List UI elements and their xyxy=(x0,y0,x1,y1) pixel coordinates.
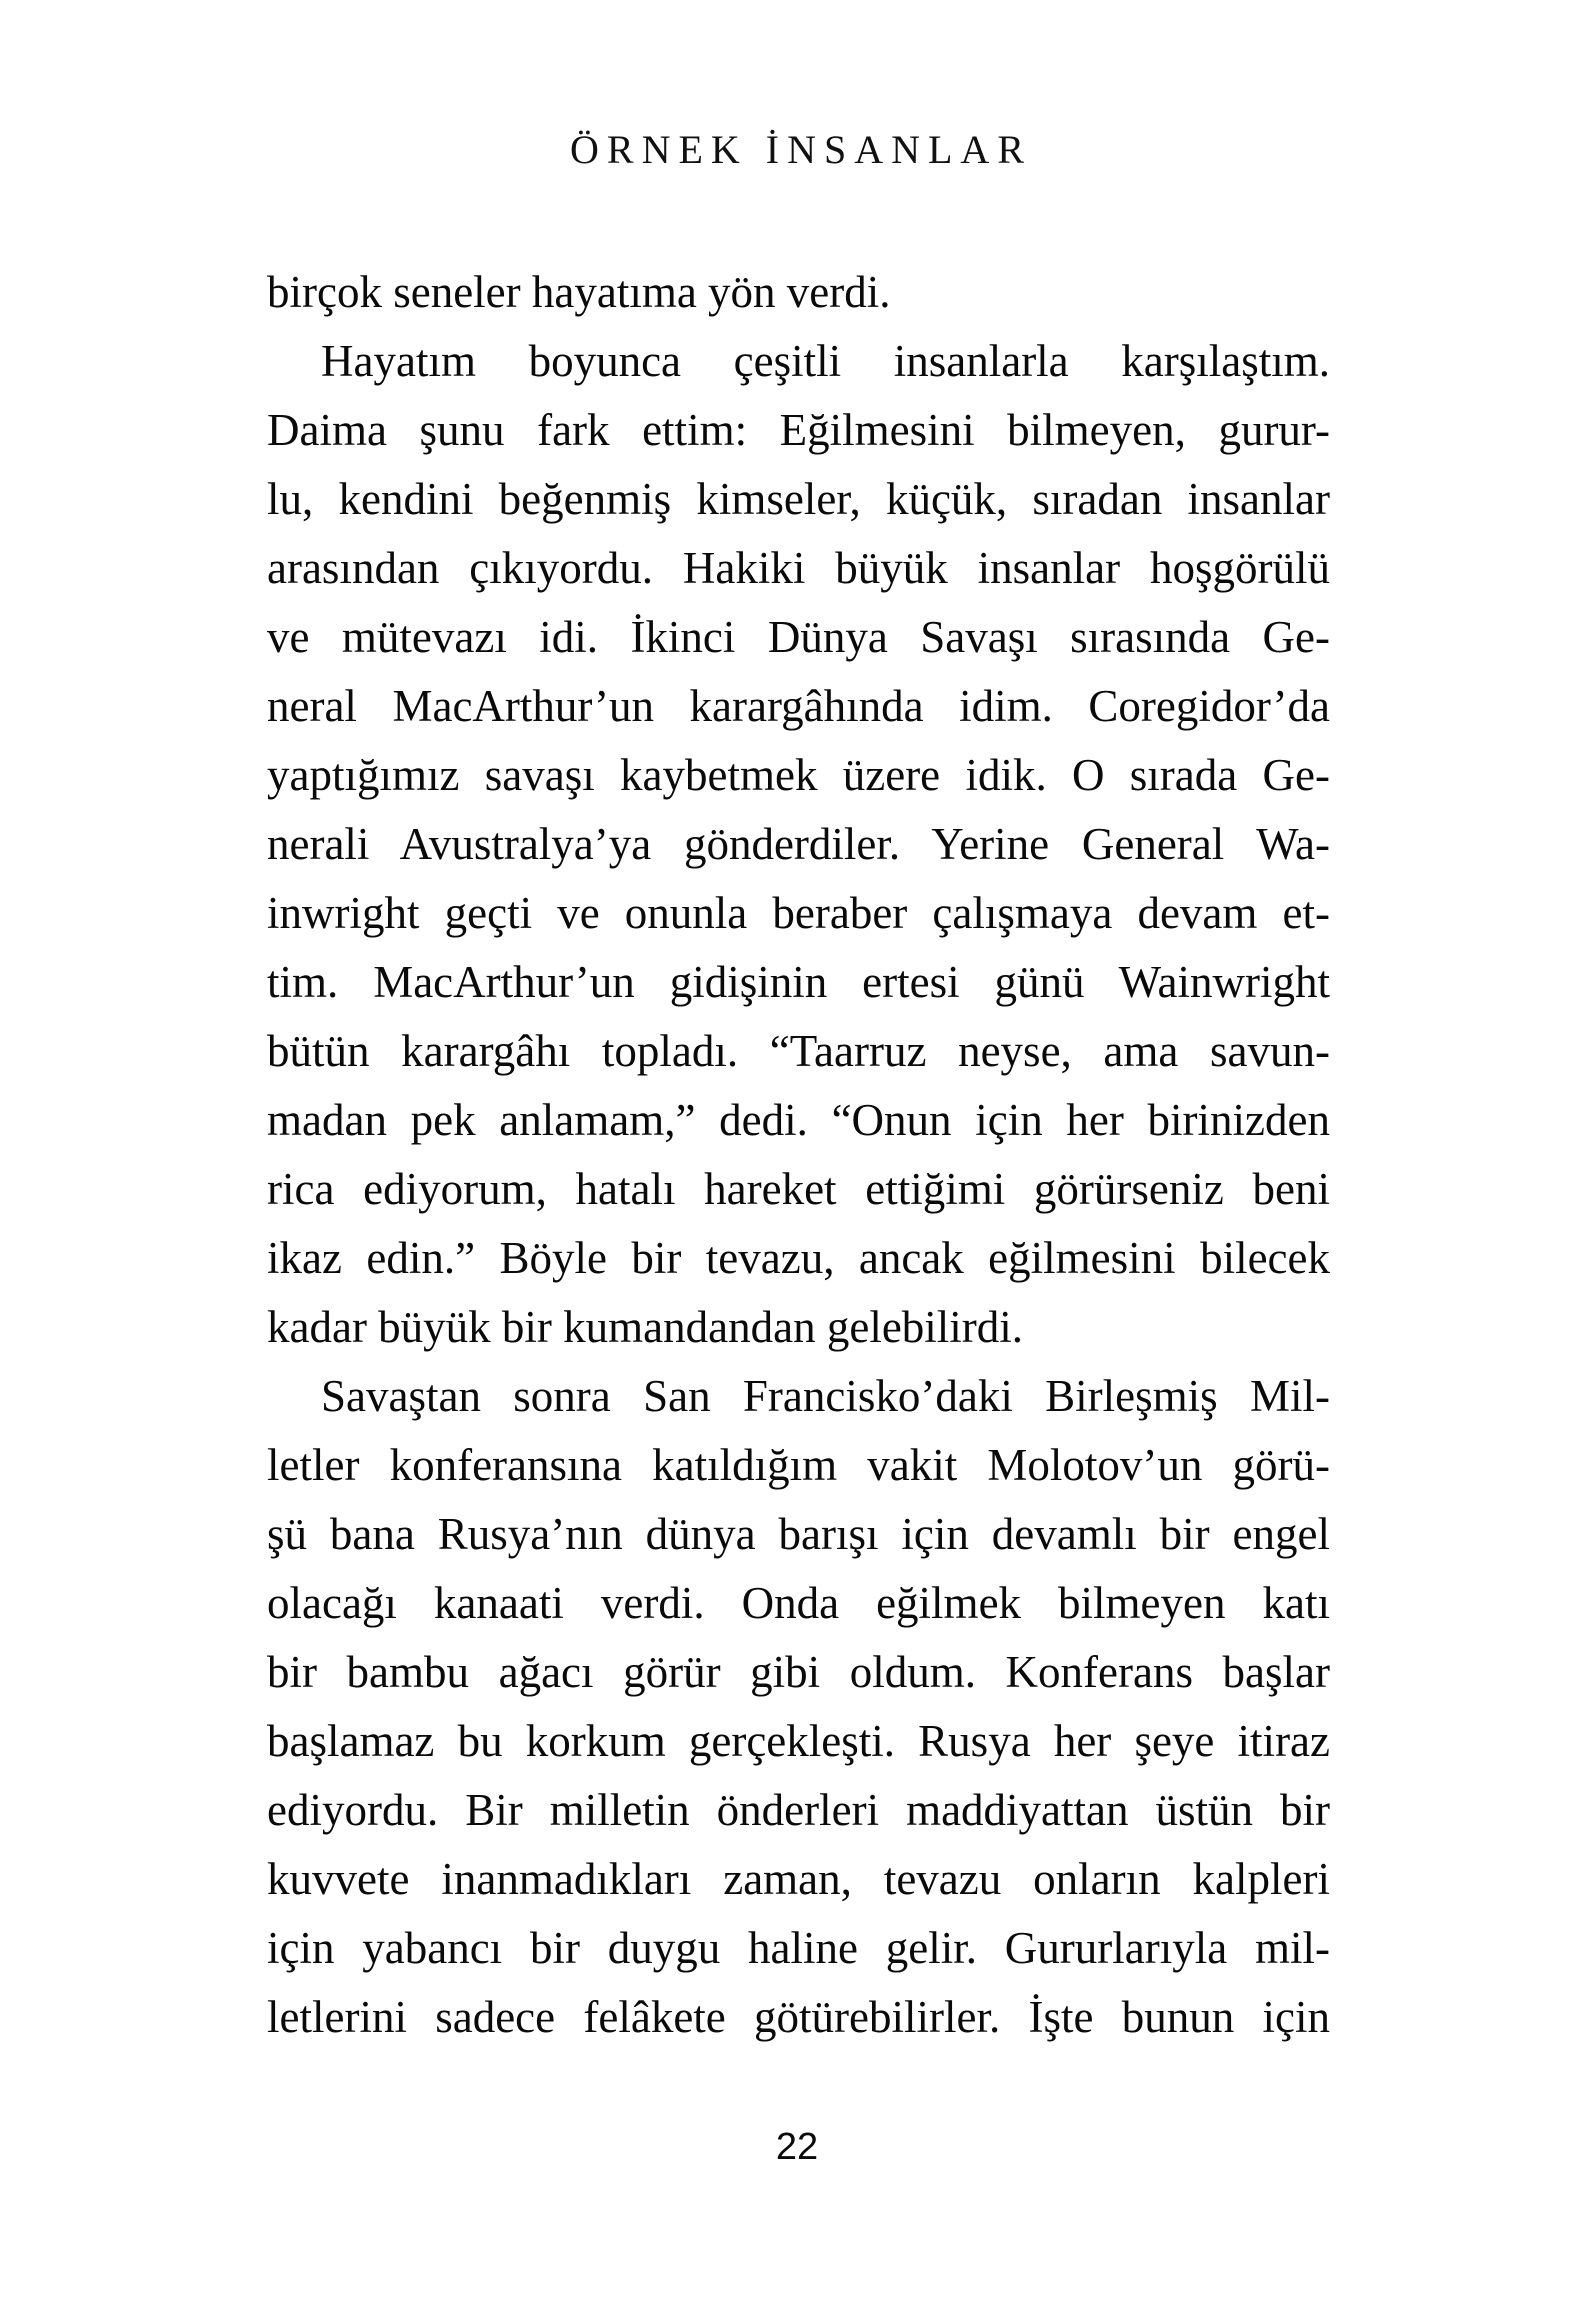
text-line: rica ediyorum, hatalı hareket ettiğimi görürseniz beni xyxy=(267,1164,1330,1214)
page-number: 22 xyxy=(775,2126,819,2168)
text-line: ikaz edin.” Böyle bir tevazu, ancak eğilmesini bilecek xyxy=(267,1233,1330,1283)
text-line: lu, kendini beğenmiş kimseler, küçük, sıradan insanlar xyxy=(267,474,1330,524)
text-line: nerali Avustralya’ya gönderdiler. Yerine General Wa- xyxy=(267,819,1330,869)
running-header: ÖRNEK İNSANLAR xyxy=(570,127,1032,172)
text-line: inwright geçti ve onunla beraber çalışmaya devam et- xyxy=(267,888,1330,938)
text-line: için yabancı bir duygu haline gelir. Gururlarıyla mil- xyxy=(267,1923,1330,1973)
text-line: bir bambu ağacı görür gibi oldum. Konferans başlar xyxy=(267,1647,1330,1697)
text-line: bütün karargâhı topladı. “Taarruz neyse, ama savun- xyxy=(267,1026,1330,1076)
text-line: letler konferansına katıldığım vakit Molotov’un görü- xyxy=(267,1440,1330,1490)
text-line: Hayatım boyunca çeşitli insanlarla karşılaştım. xyxy=(321,336,1330,386)
text-line: yaptığımız savaşı kaybetmek üzere idik. O sırada Ge- xyxy=(267,750,1330,800)
text-line: kuvvete inanmadıkları zaman, tevazu onların kalpleri xyxy=(267,1854,1330,1904)
text-line: madan pek anlamam,” dedi. “Onun için her birinizden xyxy=(267,1095,1330,1145)
text-line: Daima şunu fark ettim: Eğilmesini bilmeyen, gurur- xyxy=(267,405,1330,455)
text-line: neral MacArthur’un karargâhında idim. Coregidor’da xyxy=(267,681,1330,731)
text-line: başlamaz bu korkum gerçekleşti. Rusya her şeye itiraz xyxy=(267,1716,1330,1766)
body-text xyxy=(267,258,1330,2052)
text-line: letlerini sadece felâkete götürebilirler. İşte bunun için xyxy=(267,1992,1330,2042)
text-line: ediyordu. Bir milletin önderleri maddiyattan üstün bir xyxy=(267,1785,1330,1835)
text-line: olacağı kanaati verdi. Onda eğilmek bilmeyen katı xyxy=(267,1578,1330,1628)
text-line: ve mütevazı idi. İkinci Dünya Savaşı sırasında Ge- xyxy=(267,612,1330,662)
text-line: şü bana Rusya’nın dünya barışı için devamlı bir engel xyxy=(267,1509,1330,1559)
text-line: birçok seneler hayatıma yön verdi. xyxy=(267,267,891,317)
text-line: tim. MacArthur’un gidişinin ertesi günü Wainwright xyxy=(267,957,1330,1007)
text-line: Savaştan sonra San Francisko’daki Birleşmiş Mil- xyxy=(321,1371,1330,1421)
text-line: kadar büyük bir kumandandan gelebilirdi. xyxy=(267,1302,1024,1352)
text-line: arasından çıkıyordu. Hakiki büyük insanlar hoşgörülü xyxy=(267,543,1330,593)
